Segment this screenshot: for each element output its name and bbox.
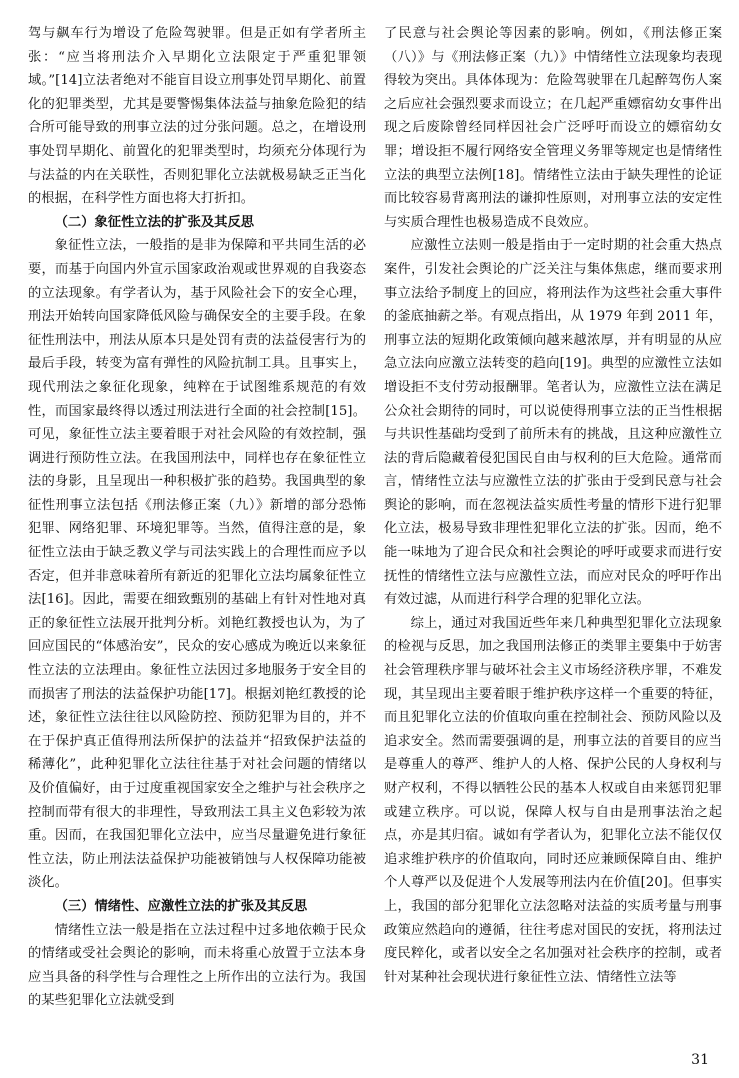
- section-heading-symbolic-legislation: （二）象征性立法的扩张及其反思: [54, 214, 255, 230]
- paragraph: 综上，通过对我国近些年来几种典型犯罪化立法现象的检视与反思，加之我国刑法修正的类罪主要集中于妨害社会管理秩序罪与破坏社会主义市场经济秩序罪，不难发现，其呈现出主要着眼于维护秩序这样一个重要的特征，而且犯罪化立法的价值取向重在控制社会、预防风险以及追求安全。然而需要强调的是，刑事立法的首要目的应当是尊重人的尊严、维护人的人格、保护公民的人身权利与财产权利，不得以牺牲公民的基本人权或自由来惩罚犯罪或建立秩序。可以说，保障人权与自由是刑事法治之起点，亦是其归宿。诚如有学者认为，犯罪化立法不能仅仅追求维护秩序的价值取向，同时还应兼顾保障自由、维护个人尊严以及促进个人发展等刑法内在价值[20]。但事实上，我国的部分犯罪化立法忽略对法益的实质考量与刑事政策应然趋向的遵循，往往考虑对国民的安抚，将刑法过度民粹化，或者以安全之名加强对社会秩序的控制，或者针对某种社会现状进行象征性立法、情绪性立法等: [384, 615, 722, 985]
- left-column: [28, 22, 366, 1062]
- paragraph: 情绪性立法一般是指在立法过程中过多地依赖于民众的情绪或受社会舆论的影响，而未将重心放置于立法本身应当具备的科学性与合理性之上所作出的立法行为。我国的某些犯罪化立法就受到: [28, 922, 366, 1009]
- paragraph: 象征性立法，一般指的是非为保障和平共同生活的必要，而基于向国内外宣示国家政治观或世界观的自我姿态的立法现象。有学者认为，基于风险社会下的安全心理，刑法开始转向国家降低风险与确保安全的主要手段。在象征性刑法中，刑法从原本只是处罚有责的法益侵害行为的最后手段，转变为富有弹性的风险抗制工具。且事实上，现代刑法之象征化现象，纯粹在于试图维系规范的有效性，而国家最终得以透过刑法进行全面的社会控制[15]。可见，象征性立法主要着眼于对社会风险的有效控制，强调进行预防性立法。在我国刑法中，同样也存在象征性立法的身影，且呈现出一种积极扩张的趋势。我国典型的象征性刑事立法包括《刑法修正案（九）》新增的部分恐怖犯罪、网络犯罪、环境犯罪等。当然，值得注意的是，象征性立法由于缺乏教义学与司法实践上的合理性而应予以否定，但并非意味着所有新近的犯罪化立法均属象征性立法[16]。因此，需要在细致甄别的基础上有针对性地对真正的象征性立法展开批判分析。刘艳红教授也认为，为了回应国民的“体感治安”，民众的安心感成为晚近以来象征性立法的立法理由。象征性立法因过多地服务于安全目的而损害了刑法的法益保护功能[17]。根据刘艳红教授的论述，象征性立法往往以风险防控、预防犯罪为目的，并不在于保护真正值得刑法所保护的法益并“招致保护法益的稀薄化”，此种犯罪化立法往往基于对社会问题的情绪以及价值偏好，由于过度重视国家安全之维护与社会秩序之控制而带有很大的非理性，导致刑法工具主义色彩较为浓重。因而，在我国犯罪化立法中，应当尽量避免进行象征性立法，防止刑法法益保护功能被销蚀与人权保障功能被淡化。: [28, 238, 366, 891]
- right-column: [384, 22, 722, 1040]
- section-heading-emotional-legislation: （三）情绪性、应激性立法的扩张及其反思: [54, 898, 308, 914]
- paragraph: 应激性立法则一般是指由于一定时期的社会重大热点案件，引发社会舆论的广泛关注与集体焦虑，继而要求刑事立法给予制度上的回应，将刑法作为这些社会重大事件的釜底抽薪之举。有观点指出，从 1979 年到 2011 年，刑事立法的短期化政策倾向越来越浓厚，并有明显的从应急立法向应激立法转变的趋向[19]。典型的应激性立法如增设拒不支付劳动报酬罪。笔者认为，应激性立法在满足公众社会期待的同时，可以说使得刑事立法的正当性根据与共识性基础均受到了前所未有的挑战，且这种应激性立法的背后隐藏着侵犯国民自由与权利的巨大危险。通常而言，情绪性立法与应激性立法的扩张由于受到民意与社会舆论的影响，而在忽视法益实质性考量的情形下进行犯罪化立法，极易导致非理性犯罪化立法的扩张。因而，绝不能一味地为了迎合民众和社会舆论的呼吁或要求而进行安抚性的情绪性立法与应激性立法，而应对民众的呼吁作出有效过滤，从而进行科学合理的犯罪化立法。: [384, 238, 722, 608]
- page-number: 31: [691, 1052, 709, 1068]
- paragraph: 驾与飙车行为增设了危险驾驶罪。但是正如有学者所主张：“应当将刑法介入早期化立法限定于严重犯罪领域。”[14]立法者绝对不能盲目设立刑事处罚早期化、前置化的犯罪类型，尤其是要警惕集体法益与抽象危险犯的结合所可能导致的刑事立法的过分张问题。总之，在增设刑事处罚早期化、前置化的犯罪类型时，均须充分体现行为与法益的内在关联性，否则犯罪化立法就极易缺乏正当化的根据，在科学性方面也将大打折扣。: [28, 26, 366, 207]
- paragraph: 了民意与社会舆论等因素的影响。例如，《刑法修正案（八）》与《刑法修正案（九）》中情绪性立法现象均表现得较为突出。具体体现为：危险驾驶罪在几起醉驾伤人案之后应社会强烈要求而设立；在几起严重嫖宿幼女事件出现之后废除曾经同样因社会广泛呼吁而设立的嫖宿幼女罪；增设拒不履行网络安全管理义务罪等规定也是情绪性立法的典型立法例[18]。情绪性立法由于缺失理性的论证而比较容易背离刑法的谦抑性原则，对刑事立法的安定性与实质合理性也极易造成不良效应。: [384, 26, 722, 230]
